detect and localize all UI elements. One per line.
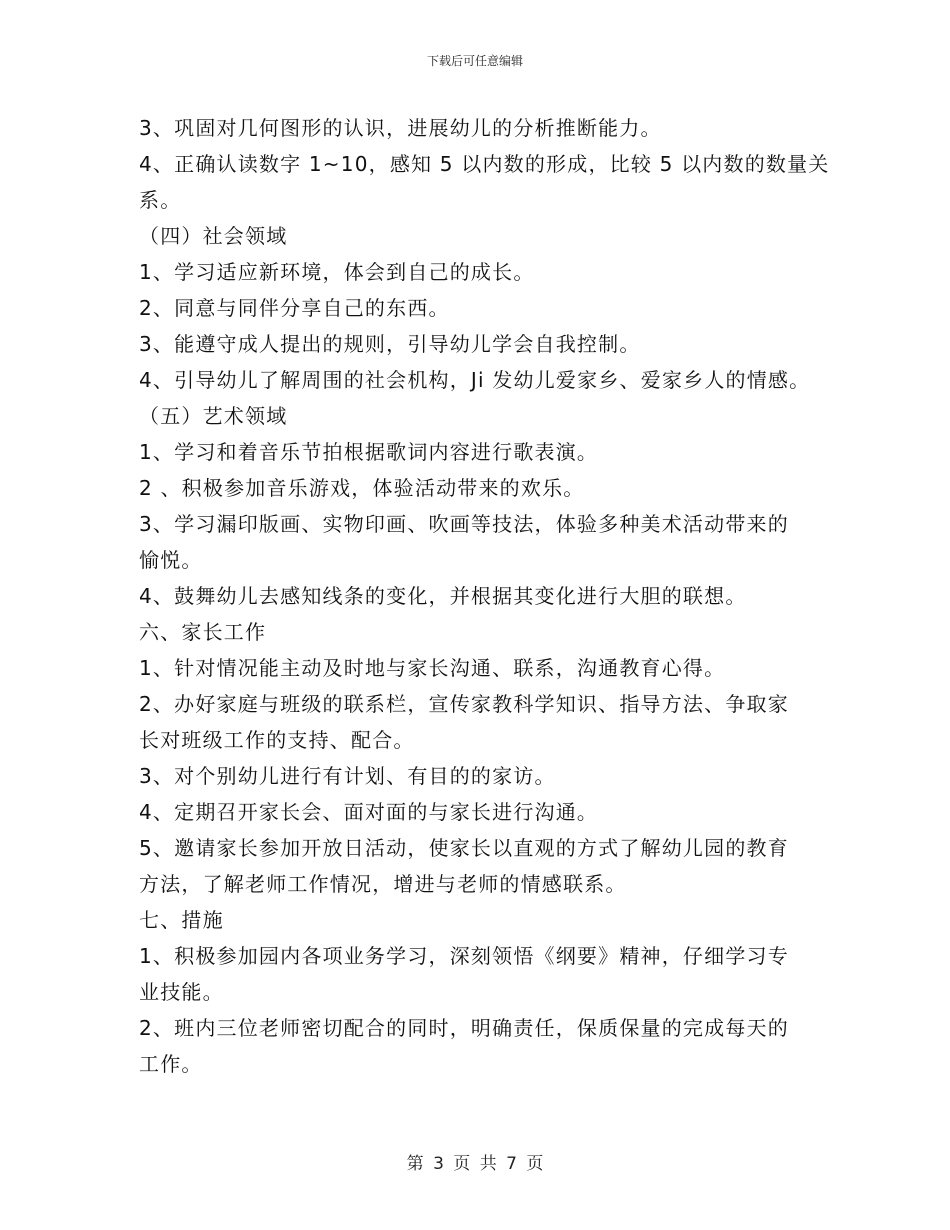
section-heading: （五）艺术领域: [139, 404, 288, 428]
page-header: 下载后可任意编辑: [426, 54, 523, 68]
text-line: 1、学习适应新环境，体会到自己的成长。: [139, 260, 535, 284]
page-number: 第 3 页 共 7 页: [406, 1154, 544, 1174]
text-line: 3、巩固对几何图形的认识，进展幼儿的分析推断能力。: [139, 116, 662, 140]
text-line: 1、学习和着音乐节拍根据歌词内容进行歌表演。: [139, 440, 599, 464]
text-line: 业技能。: [139, 980, 224, 1004]
section-heading: 七、措施: [139, 908, 224, 932]
text-line: 愉悦。: [139, 548, 203, 572]
text-line: 4、正确认读数字 1~10，感知 5 以内数的形成，比较 5 以内数的数量关: [139, 152, 830, 176]
text-line: 方法，了解老师工作情况，增进与老师的情感联系。: [139, 872, 627, 896]
text-line: 4、引导幼儿了解周围的社会机构，Ji 发幼儿爱家乡、爱家乡人的情感。: [139, 368, 811, 392]
text-line: 4、鼓舞幼儿去感知线条的变化，并根据其变化进行大胆的联想。: [139, 584, 747, 608]
document-body: [139, 110, 829, 1082]
text-line: 2、班内三位老师密切配合的同时，明确责任，保质保量的完成每天的: [139, 1016, 789, 1040]
section-heading: （四）社会领域: [139, 224, 288, 248]
section-heading: 六、家长工作: [139, 620, 267, 644]
text-line: 2 、积极参加音乐游戏，体验活动带来的欢乐。: [139, 476, 585, 500]
text-line: 4、定期召开家长会、面对面的与家长进行沟通。: [139, 800, 599, 824]
text-line: 1、积极参加园内各项业务学习，深刻领悟《纲要》精神，仔细学习专: [139, 944, 789, 968]
text-line: 2、同意与同伴分享自己的东西。: [139, 296, 450, 320]
text-line: 系。: [139, 188, 182, 212]
text-line: 3、能遵守成人提出的规则，引导幼儿学会自我控制。: [139, 332, 641, 356]
text-line: 3、对个别幼儿进行有计划、有目的的家访。: [139, 764, 556, 788]
text-line: 5、邀请家长参加开放日活动，使家长以直观的方式了解幼儿园的教育: [139, 836, 789, 860]
text-line: 长对班级工作的支持、配合。: [139, 728, 415, 752]
text-line: 1、针对情况能主动及时地与家长沟通、联系，沟通教育心得。: [139, 656, 726, 680]
text-line: 工作。: [139, 1052, 203, 1076]
text-line: 3、学习漏印版画、实物印画、吹画等技法，体验多种美术活动带来的: [139, 512, 789, 536]
text-line: 2、办好家庭与班级的联系栏，宣传家教科学知识、指导方法、争取家: [139, 692, 789, 716]
